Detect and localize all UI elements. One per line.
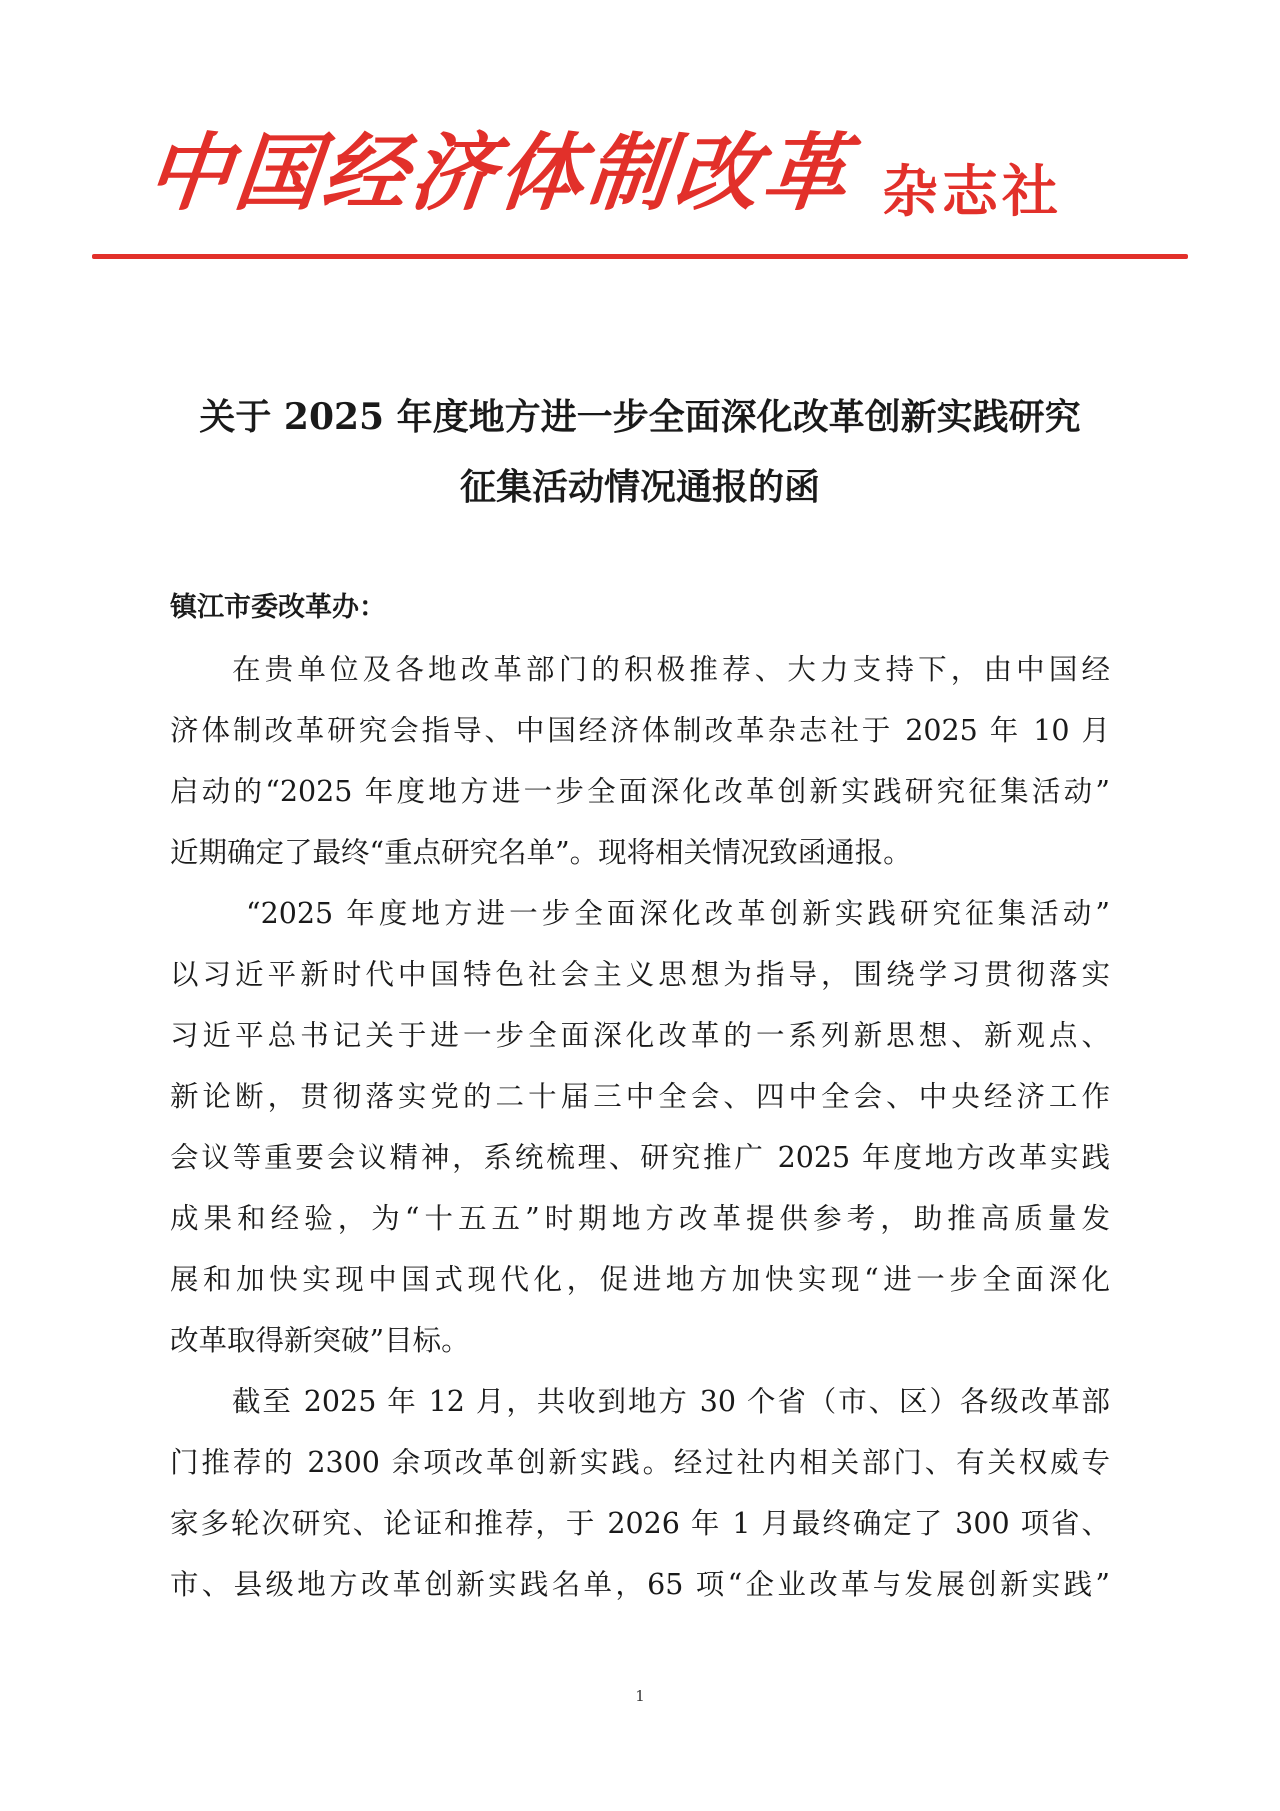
salutation: 镇江市委改革办：	[170, 592, 386, 623]
body-line: 近期确定了最终“重点研究名单”。现将相关情况致函通报。	[170, 836, 912, 869]
body-line: 截至 2025 年 12 月，共收到地方 30 个省（市、区）各级改革部	[232, 1385, 1110, 1418]
page-number: 1	[635, 1687, 645, 1705]
body-line: 启动的“2025 年度地方进一步全面深化改革创新实践研究征集活动”	[170, 775, 1110, 808]
body-line: 习近平总书记关于进一步全面深化改革的一系列新思想、新观点、	[170, 1019, 1110, 1052]
title-line-1: 关于 2025 年度地方进一步全面深化改革创新实践研究	[199, 396, 1081, 438]
body-line: “2025 年度地方进一步全面深化改革创新实践研究征集活动”	[246, 897, 1110, 930]
document-title	[100, 382, 1180, 522]
letterhead	[92, 118, 1188, 268]
body-line: 在贵单位及各地改革部门的积极推荐、大力支持下，由中国经	[232, 653, 1110, 686]
masthead-suffix: 杂志社	[882, 160, 1062, 225]
body-line: 家多轮次研究、论证和推荐，于 2026 年 1 月最终确定了 300 项省、	[170, 1507, 1110, 1540]
body-line: 门推荐的 2300 余项改革创新实践。经过社内相关部门、有关权威专	[170, 1446, 1110, 1479]
body-line: 改革取得新突破”目标。	[170, 1324, 470, 1357]
body-line: 展和加快实现中国式现代化，促进地方加快实现“进一步全面深化	[170, 1263, 1110, 1296]
body-line: 新论断，贯彻落实党的二十届三中全会、四中全会、中央经济工作	[170, 1080, 1110, 1113]
masthead-logo: 中国经济体制改革	[141, 123, 857, 222]
body-line: 济体制改革研究会指导、中国经济体制改革杂志社于 2025 年 10 月	[170, 714, 1110, 747]
body-line: 成果和经验，为“十五五”时期地方改革提供参考，助推高质量发	[170, 1202, 1110, 1235]
letterhead-red-rule	[92, 254, 1188, 259]
body-line: 以习近平新时代中国特色社会主义思想为指导，围绕学习贯彻落实	[170, 958, 1110, 991]
body-line: 市、县级地方改革创新实践名单，65 项“企业改革与发展创新实践”	[170, 1568, 1110, 1601]
body-line: 会议等重要会议精神，系统梳理、研究推广 2025 年度地方改革实践	[170, 1141, 1110, 1174]
title-line-2: 征集活动情况通报的函	[459, 466, 820, 508]
